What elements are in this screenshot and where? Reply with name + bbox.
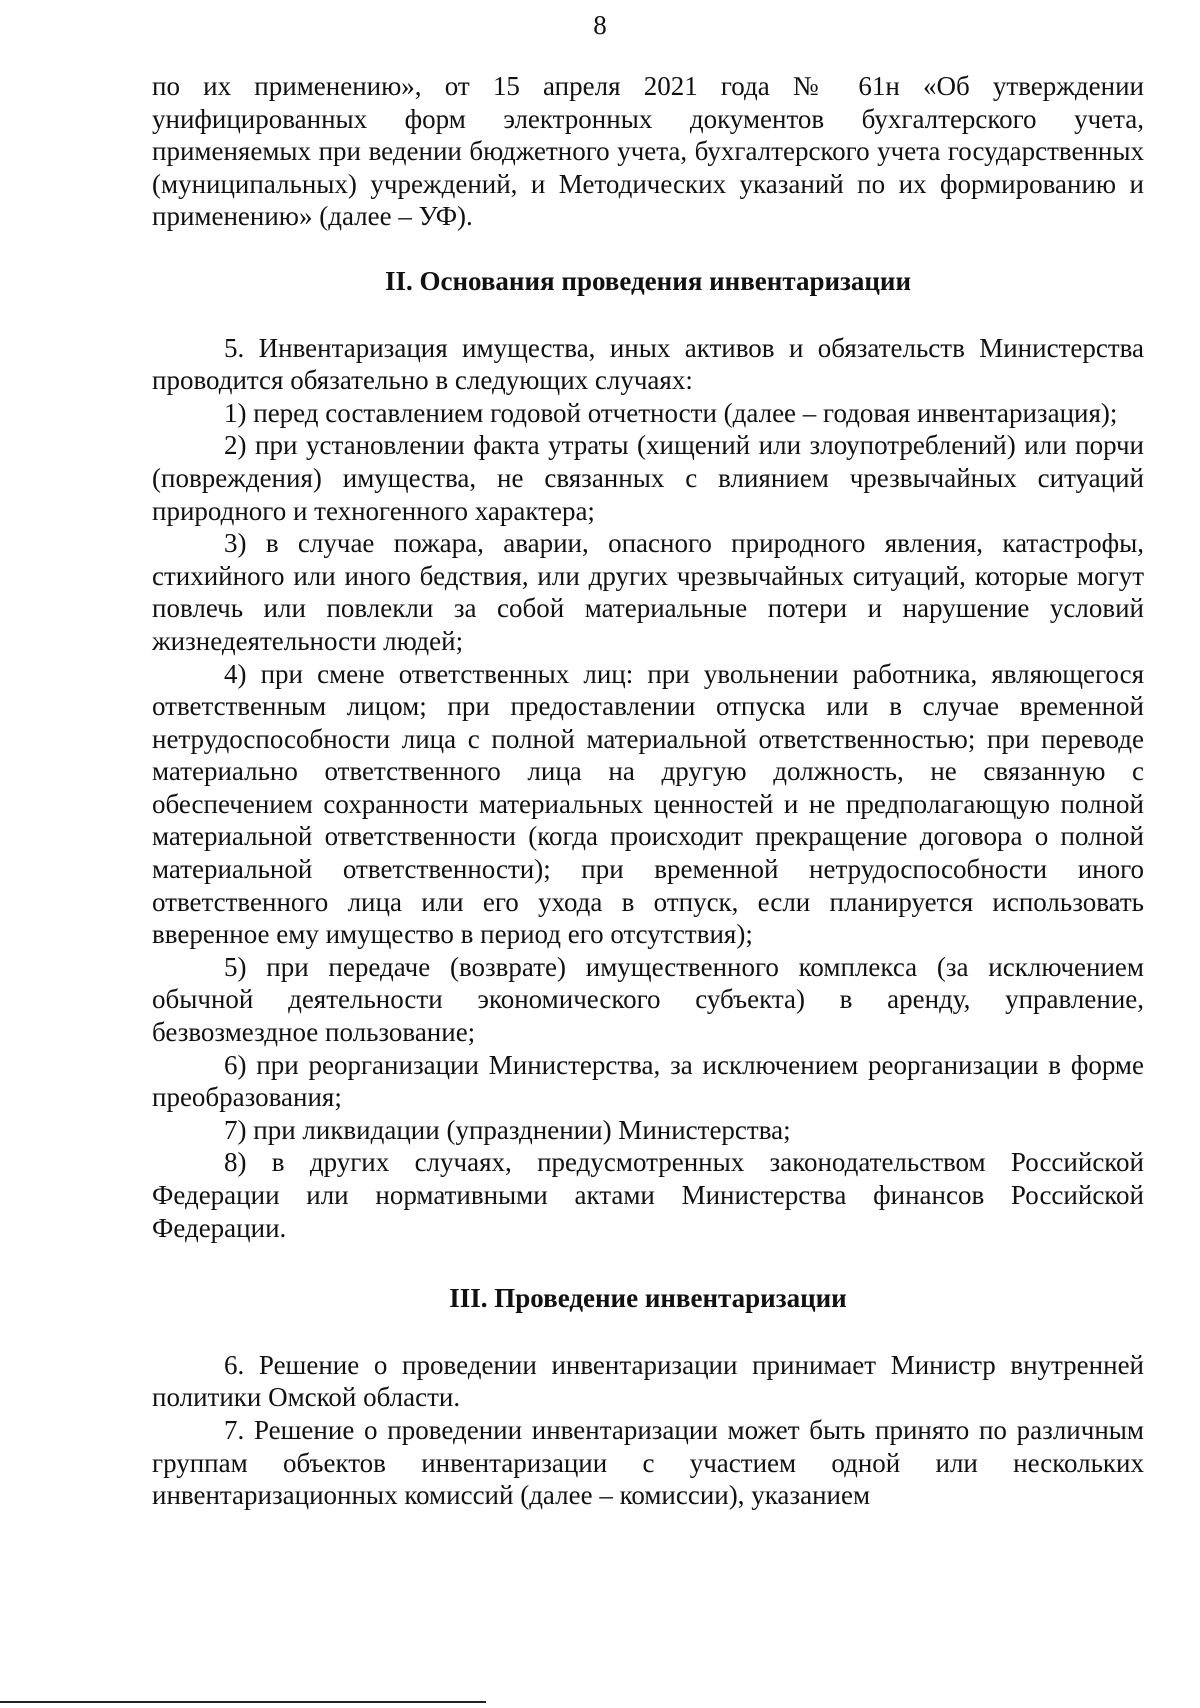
clause-5-item-3: 3) в случае пожара, аварии, опасного природного явления, катастрофы, стихийного или иного бедствия, или других чрезвычайных ситуаций, которые могут повлечь или повлекли за собой материальные потери и нарушение условий жизнедеятельности людей; — [152, 528, 1144, 656]
clause-5-item-4: 4) при смене ответственных лиц: при увольнении работника, являющегося ответственным лицом; при предоставлении отпуска или в случае временной нетрудоспособности лица с полной материальной ответственностью; при переводе материально ответственного лица на другую должность, не связанную с обеспечением сохранности материальных ценностей и не предполагающую полной материальной ответственности (когда происходит прекращение договора о полной материальной ответственности); при временной нетрудоспособности иного ответственного лица или его ухода в отпуск, если планируется использовать вверенное ему имущество в период его отсутствия); — [152, 658, 1144, 950]
clause-5-item-2: 2) при установлении факта утраты (хищений или злоупотреблений) или порчи (повреждения) имущества, не связанных с влиянием чрезвычайных ситуаций природного и техногенного характера; — [152, 430, 1144, 526]
clause-5-item-5: 5) при передаче (возврате) имущественного комплекса (за исключением обычной деятельности экономического субъекта) в аренду, управление, безвозмездное пользование; — [152, 951, 1144, 1048]
clause-5-item-8: 8) в других случаях, предусмотренных законодательством Российской Федерации или нормативными актами Министерства финансов Российской Федерации. — [152, 1147, 1144, 1243]
clause-6: 6. Решение о проведении инвентаризации принимает Министр внутренней политики Омской области. — [152, 1349, 1144, 1413]
clause-5-item-6: 6) при реорганизации Министерства, за исключением реорганизации в форме преобразования; — [152, 1049, 1144, 1113]
clause-5-item-1: 1) перед составлением годовой отчетности (далее – годовая инвентаризация); — [224, 397, 1118, 428]
clause-7: 7. Решение о проведении инвентаризации может быть принято по различным группам объектов инвентаризации с участием одной или нескольких инвентаризационных комиссий (далее – комиссии), указанием — [152, 1414, 1144, 1511]
section-3-heading: III. Проведение инвентаризации — [449, 1283, 847, 1314]
clause-5-item-7: 7) при ликвидации (упразднении) Министерства; — [224, 1114, 791, 1145]
footer-rule — [0, 1701, 486, 1703]
page-number: 8 — [593, 10, 607, 40]
section-2-heading: II. Основания проведения инвентаризации — [384, 265, 912, 296]
document-body — [152, 70, 1144, 1512]
intro-paragraph: по их применению», от 15 апреля 2021 года № 61н «Об утверждении унифицированных форм электронных документов бухгалтерского учета, применяемых при ведении бюджетного учета, бухгалтерского учета государственных (муниципальных) учреждений, и Методических указаний по их формированию и применению» (далее – УФ). — [152, 71, 1144, 232]
clause-5: 5. Инвентаризация имущества, иных активов и обязательств Министерства проводится обязательно в следующих случаях: — [152, 332, 1144, 396]
